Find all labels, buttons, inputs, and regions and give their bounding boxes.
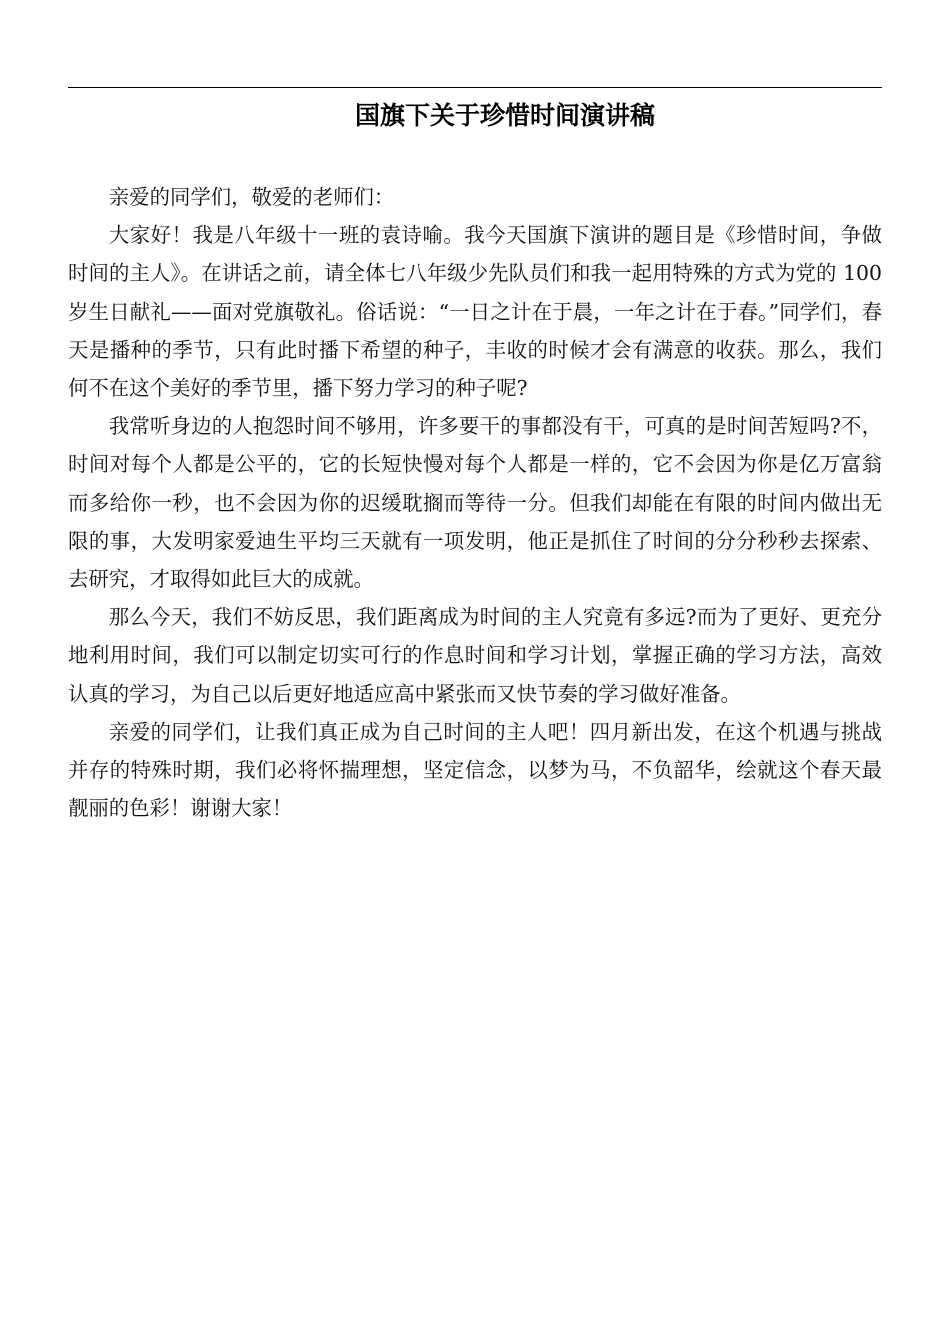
paragraph-time-fairness: 我常听身边的人抱怨时间不够用，许多要干的事都没有干，可真的是时间苦短吗?不，时间对每个人都是公平的，它的长短快慢对每个人都是一样的，它不会因为你是亿万富翁而多给你一秒，也不会因为你的迟缓耽搁而等待一分。但我们却能在有限的时间内做出无限的事，大发明家爱迪生平均三天就有一项发明，他正是抓住了时间的分分秒秒去探索、去研究，才取得如此巨大的成就。 (68, 414, 882, 592)
paragraph-reflection: 那么今天，我们不妨反思，我们距离成为时间的主人究竟有多远?而为了更好、更充分地利用时间，我们可以制定切实可行的作息时间和学习计划，掌握正确的学习方法，高效认真的学习，为自己以后更好地适应高中紧张而又快节奏的学习做好准备。 (68, 605, 882, 706)
paragraph-greeting: 亲爱的同学们，敬爱的老师们： (108, 185, 395, 209)
paragraph-closing: 亲爱的同学们，让我们真正成为自己时间的主人吧！四月新出发，在这个机遇与挑战并存的特殊时期，我们必将怀揣理想，坚定信念，以梦为马，不负韶华，绘就这个春天最靓丽的色彩！谢谢大家！ (68, 719, 882, 821)
header-rule (68, 87, 882, 88)
document-body (68, 178, 882, 827)
paragraph-introduction: 大家好！我是八年级十一班的袁诗喻。我今天国旗下演讲的题目是《珍惜时间，争做时间的主人》。在讲话之前，请全体七八年级少先队员们和我一起用特殊的方式为党的 100 岁生日献礼——面对党旗敬礼。俗话说：“一日之计在于晨，一年之计在于春。”同学们，春天是播种的季节，只有此时播下希望的种子，丰收的时候才会有满意的收获。那么，我们何不在这个美好的季节里，播下努力学习的种子呢? (68, 223, 882, 401)
document-title: 国旗下关于珍惜时间演讲稿 (354, 101, 655, 130)
